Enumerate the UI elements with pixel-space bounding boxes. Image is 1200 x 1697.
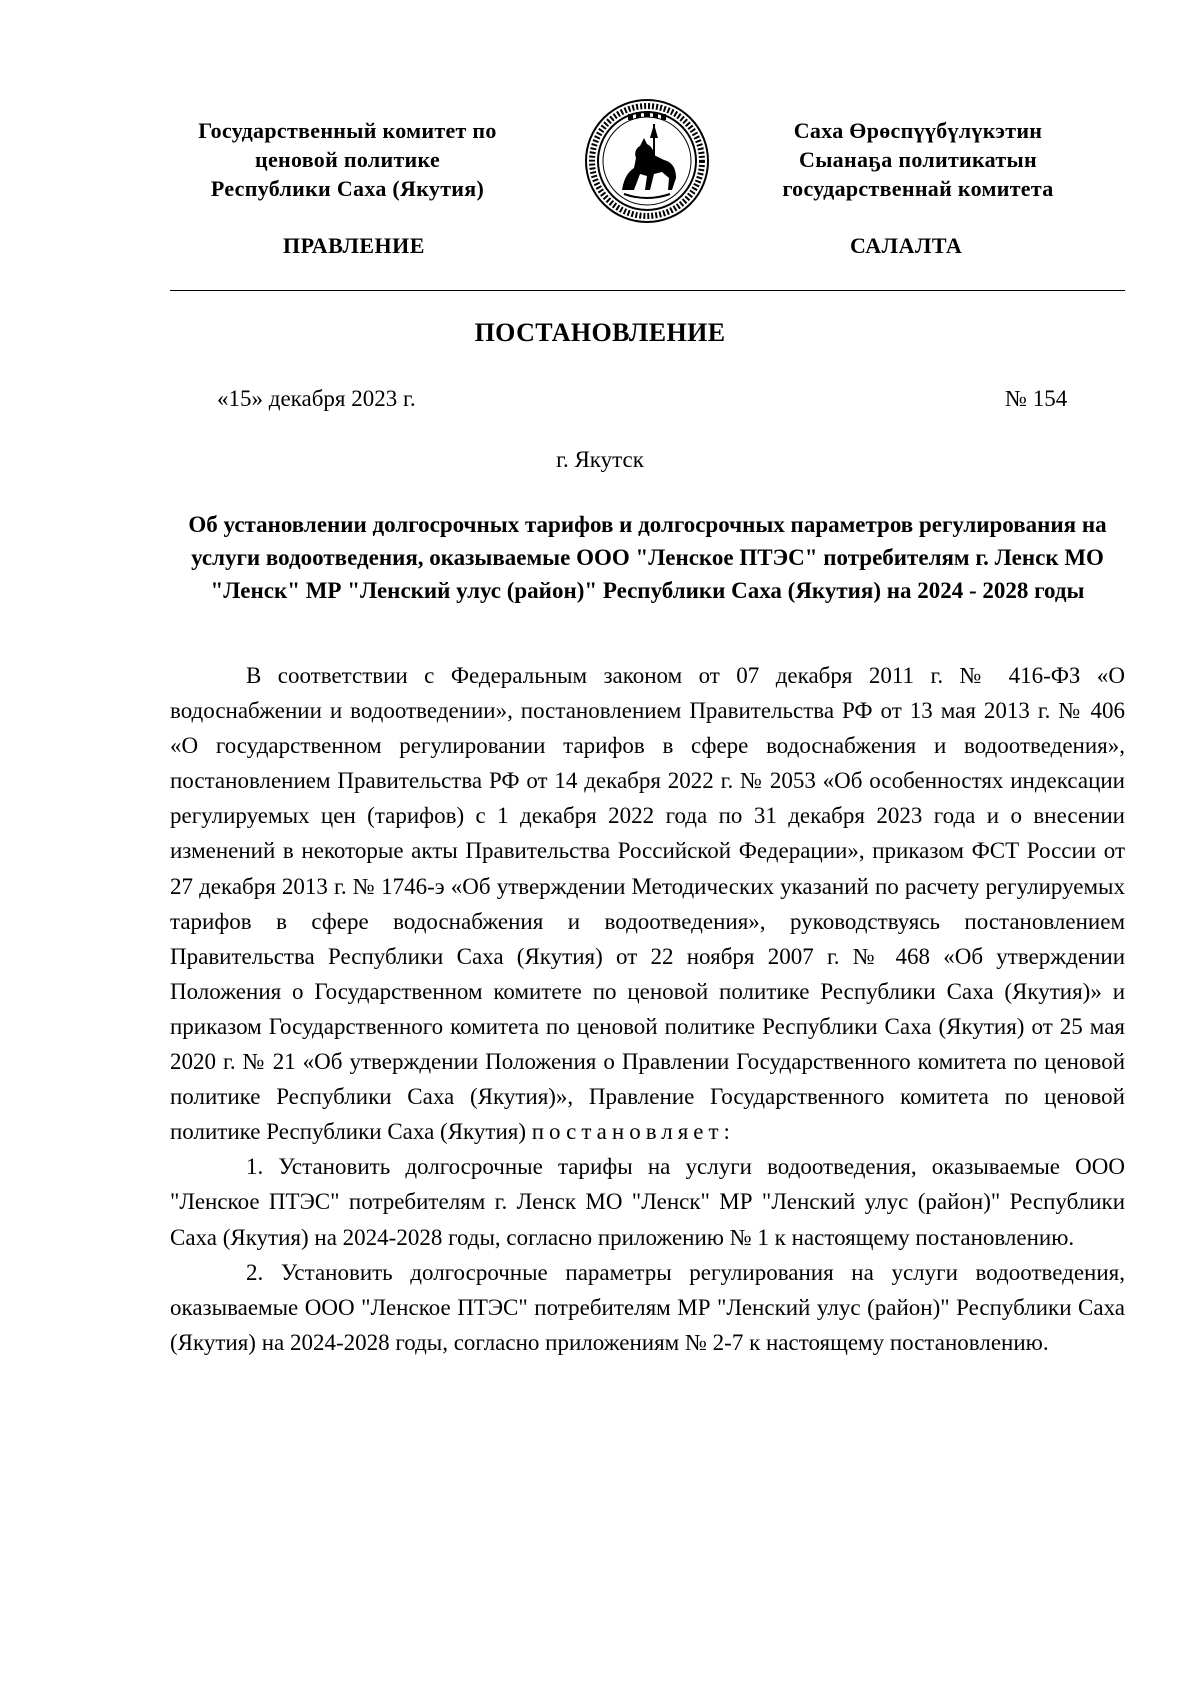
header-divider <box>170 290 1125 291</box>
document-subject: Об установлении долгосрочных тарифов и долгосрочных параметров регулирования на услуги водоотведения, оказываемые ООО "Ленское ПТЭС" потребителям г. Ленск МО "Ленск" МР "Ленский улус (район)" Республики Саха (Якутия) на 2024 - 2028 годы <box>188 512 1107 603</box>
header-left-org <box>175 116 520 203</box>
document-city: г. Якутск <box>556 447 644 472</box>
header-left-label: ПРАВЛЕНИЕ <box>283 233 425 258</box>
header-left-line: Республики Саха (Якутия) <box>210 176 485 201</box>
item-2-paragraph: 2. Установить долгосрочные параметры регулирования на услуги водоотведения, оказываемые ООО "Ленское ПТЭС" потребителям МР "Ленский улус (район)" Республики Саха (Якутия) на 2024-2028 годы, согласно приложениям № 2-7 к настоящему постановлению. <box>170 1259 1125 1355</box>
header-right-line: государственнай комитета <box>782 176 1054 201</box>
document-body <box>170 658 1125 1360</box>
header-right-org <box>738 116 1098 203</box>
header-right-label: САЛАЛТА <box>850 233 963 258</box>
document-title: ПОСТАНОВЛЕНИЕ <box>474 318 726 347</box>
document-number: № 154 <box>1005 386 1068 411</box>
preamble-text: В соответствии с Федеральным законом от 07 декабря 2011 г. № 416-ФЗ «О водоснабжении и водоотведении», постановлением Правительства РФ от 13 мая 2013 г. № 406 «О государственном регулировании тарифов в сфере водоснабжения и водоотведения», постановлением Правительства РФ от 14 декабря 2022 г. № 2053 «Об особенностях индексации регулируемых цен (тарифов) с 1 декабря 2022 года по 31 декабря 2023 года и о внесении изменений в некоторые акты Правительства Российской Федерации», приказом ФСТ России от 27 декабря 2013 г. № 1746-э «Об утверждении Методических указаний по расчету регулируемых тарифов в сфере водоснабжения и водоотведения», руководствуясь постановлением Правительства Республики Саха (Якутия) от 22 ноября 2007 г. № 468 «Об утверждении Положения о Государственном комитете по ценовой политике Республики Саха (Якутия)» и приказом Государственного комитета по ценовой политике Республики Саха (Якутия) от 25 мая 2020 г. № 21 «Об утверждении Положения о Правлении Государственного комитета по ценовой политике Республики Саха (Якутия)», Правление Государственного комитета по ценовой политике Республики Саха (Якутия) <box>170 663 1125 1145</box>
header-right-line: Сыанаҕа политикатын <box>799 147 1037 172</box>
item-1-paragraph: 1. Установить долгосрочные тарифы на услуги водоотведения, оказываемые ООО "Ленское ПТЭС" потребителям г. Ленск МО "Ленск" МР "Ленский улус (район)" Республики Саха (Якутия) на 2024-2028 годы, согласно приложению № 1 к настоящему постановлению. <box>170 1154 1125 1250</box>
resolves-word: постановляет: <box>531 1119 735 1145</box>
preamble-paragraph <box>170 658 1125 1149</box>
document-date: «15» декабря 2023 г. <box>217 386 416 411</box>
coat-of-arms-emblem <box>584 98 710 224</box>
header-left-line: ценовой политике <box>254 147 441 172</box>
header-left-line: Государственный комитет по <box>198 118 497 143</box>
header-right-line: Саха Өрөспүүбүлүкэтин <box>793 118 1043 143</box>
